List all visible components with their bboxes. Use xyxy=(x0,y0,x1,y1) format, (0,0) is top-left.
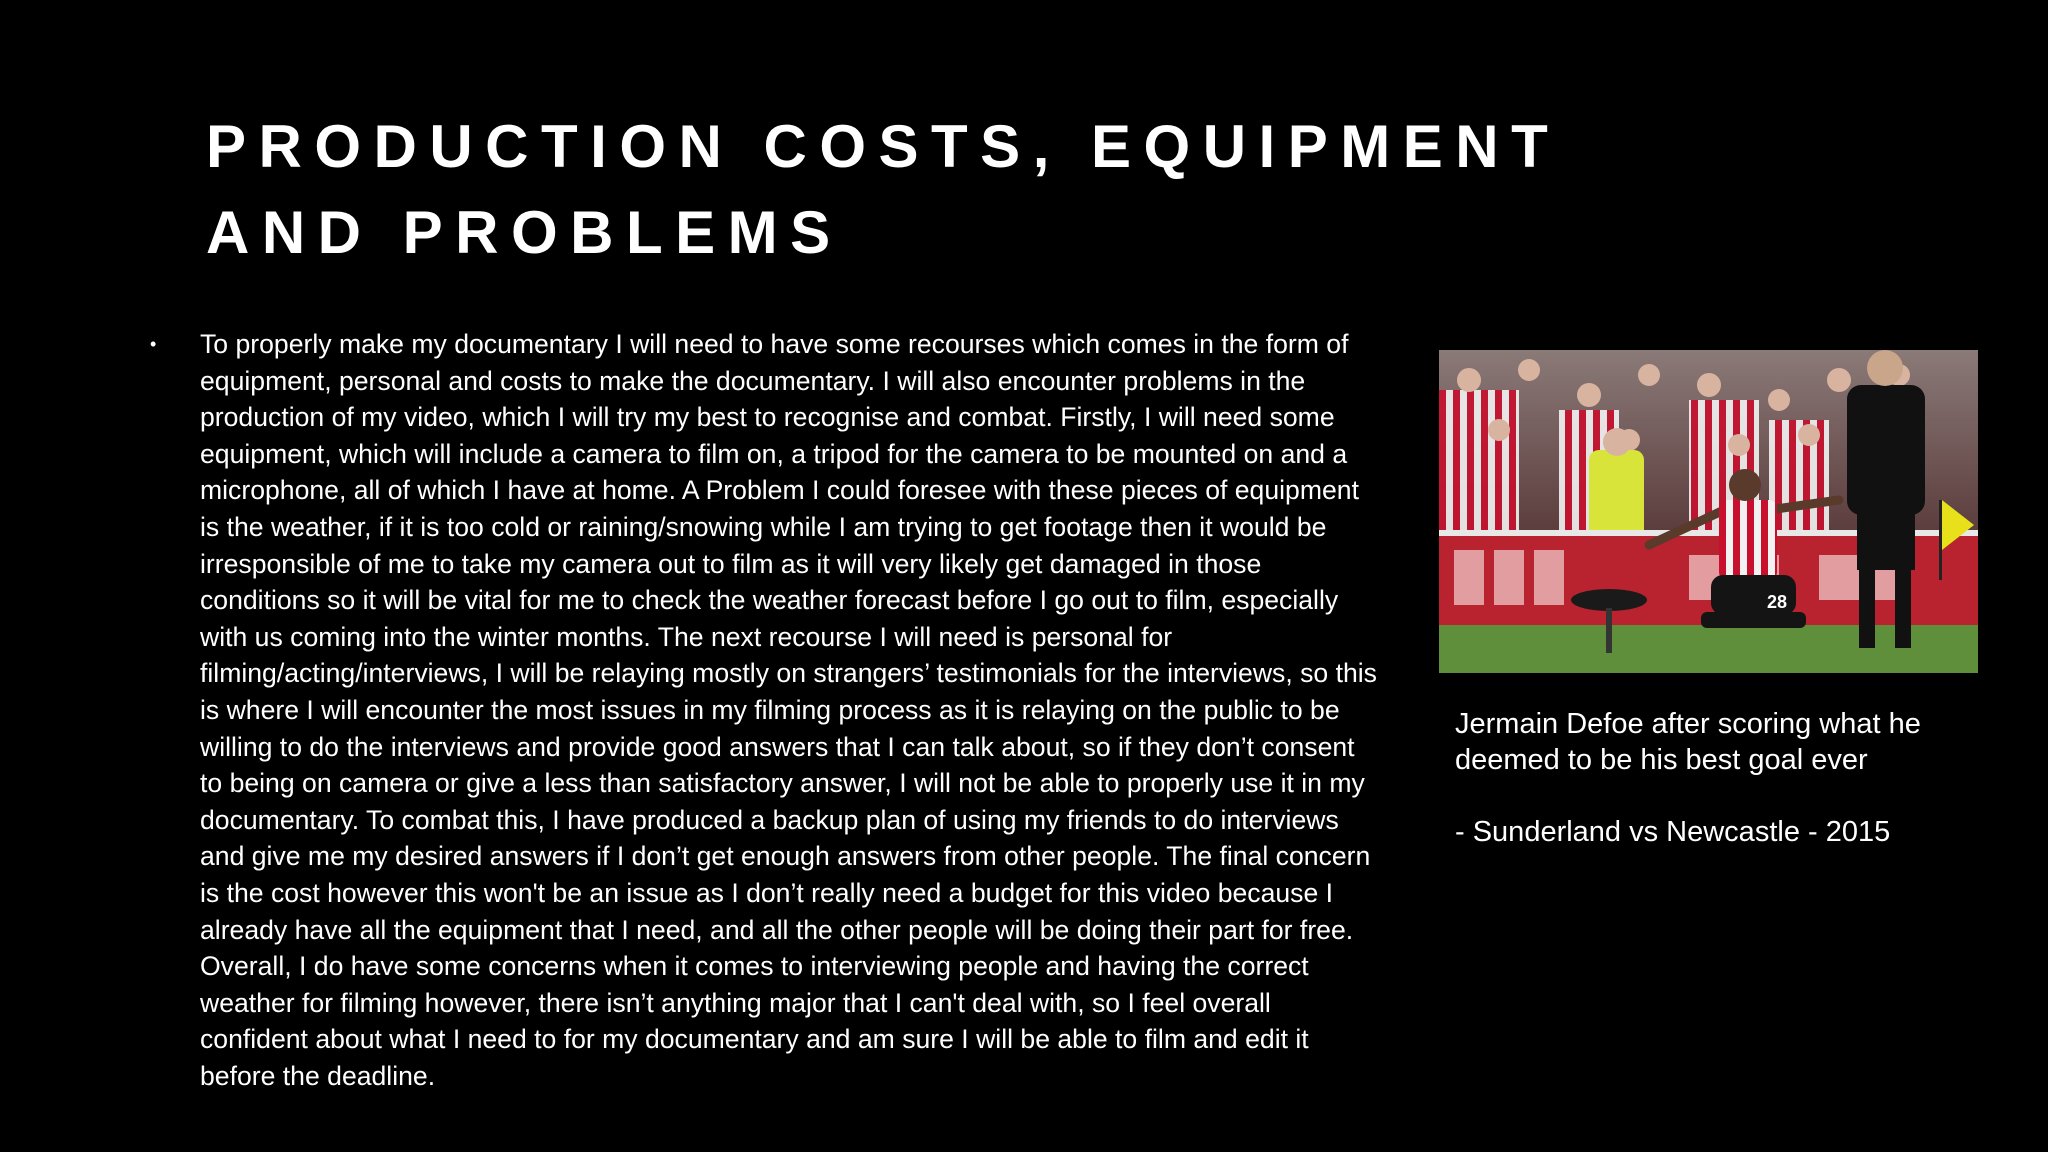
slide-title xyxy=(206,104,1706,276)
bullet-item xyxy=(150,326,1380,1094)
bullet-icon: • xyxy=(150,334,157,354)
caption-description: Jermain Defoe after scoring what he deemed to be his best goal ever xyxy=(1455,708,1921,776)
shirt-number: 28 xyxy=(1767,592,1788,612)
caption-match: - Sunderland vs Newcastle - 2015 xyxy=(1455,816,1891,848)
title-line-1: PRODUCTION COSTS, EQUIPMENT xyxy=(206,113,1561,180)
photo-caption xyxy=(1455,706,1995,850)
defoe-celebration-photo xyxy=(1439,350,1978,673)
body-text xyxy=(150,326,1380,1094)
title-line-2: AND PROBLEMS xyxy=(206,199,843,266)
body-paragraph: To properly make my documentary I will need to have some recourses which comes in the form of equipment, personal and costs to make the documentary. I will also encounter problems in the production of my video, which I will try my best to recognise and combat. Firstly, I will need some equipment, which will include a camera to film on, a tripod for the camera to be mounted on and a microphone, all of which I have at home. A Problem I could foresee with these pieces of equipment is the weather, if it is too cold or raining/snowing while I am trying to get footage then it would be irresponsible of me to take my camera out to film as it will very likely get damaged in those conditions so it will be vital for me to check the weather forecast before I go out to film, especially with us coming into the winter months. The next recourse I will need is personal for filming/acting/interviews, I will be relaying mostly on strangers’ testimonials for the interviews, so this is where I will encounter the most issues in my filming process as it is relaying on the public to be willing to do the interviews and provide good answers that I can talk about, so if they don’t consent to being on camera or give a less than satisfactory answer, I will not be able to properly use it in my documentary. To combat this, I have produced a backup plan of using my friends to do interviews and give me my desired answers if I don’t get enough answers from other people. The final concern is the cost however this won't be an issue as I don’t really need a budget for this video because I already have all the equipment that I need, and all the other people will be doing their part for free. Overall, I do have some concerns when it comes to interviewing people and having the correct weather for filming however, there isn’t anything major that I can't deal with, so I feel overall confident about what I need to for my documentary and am sure I will be able to film and edit it before the deadline. xyxy=(200,329,1377,1091)
